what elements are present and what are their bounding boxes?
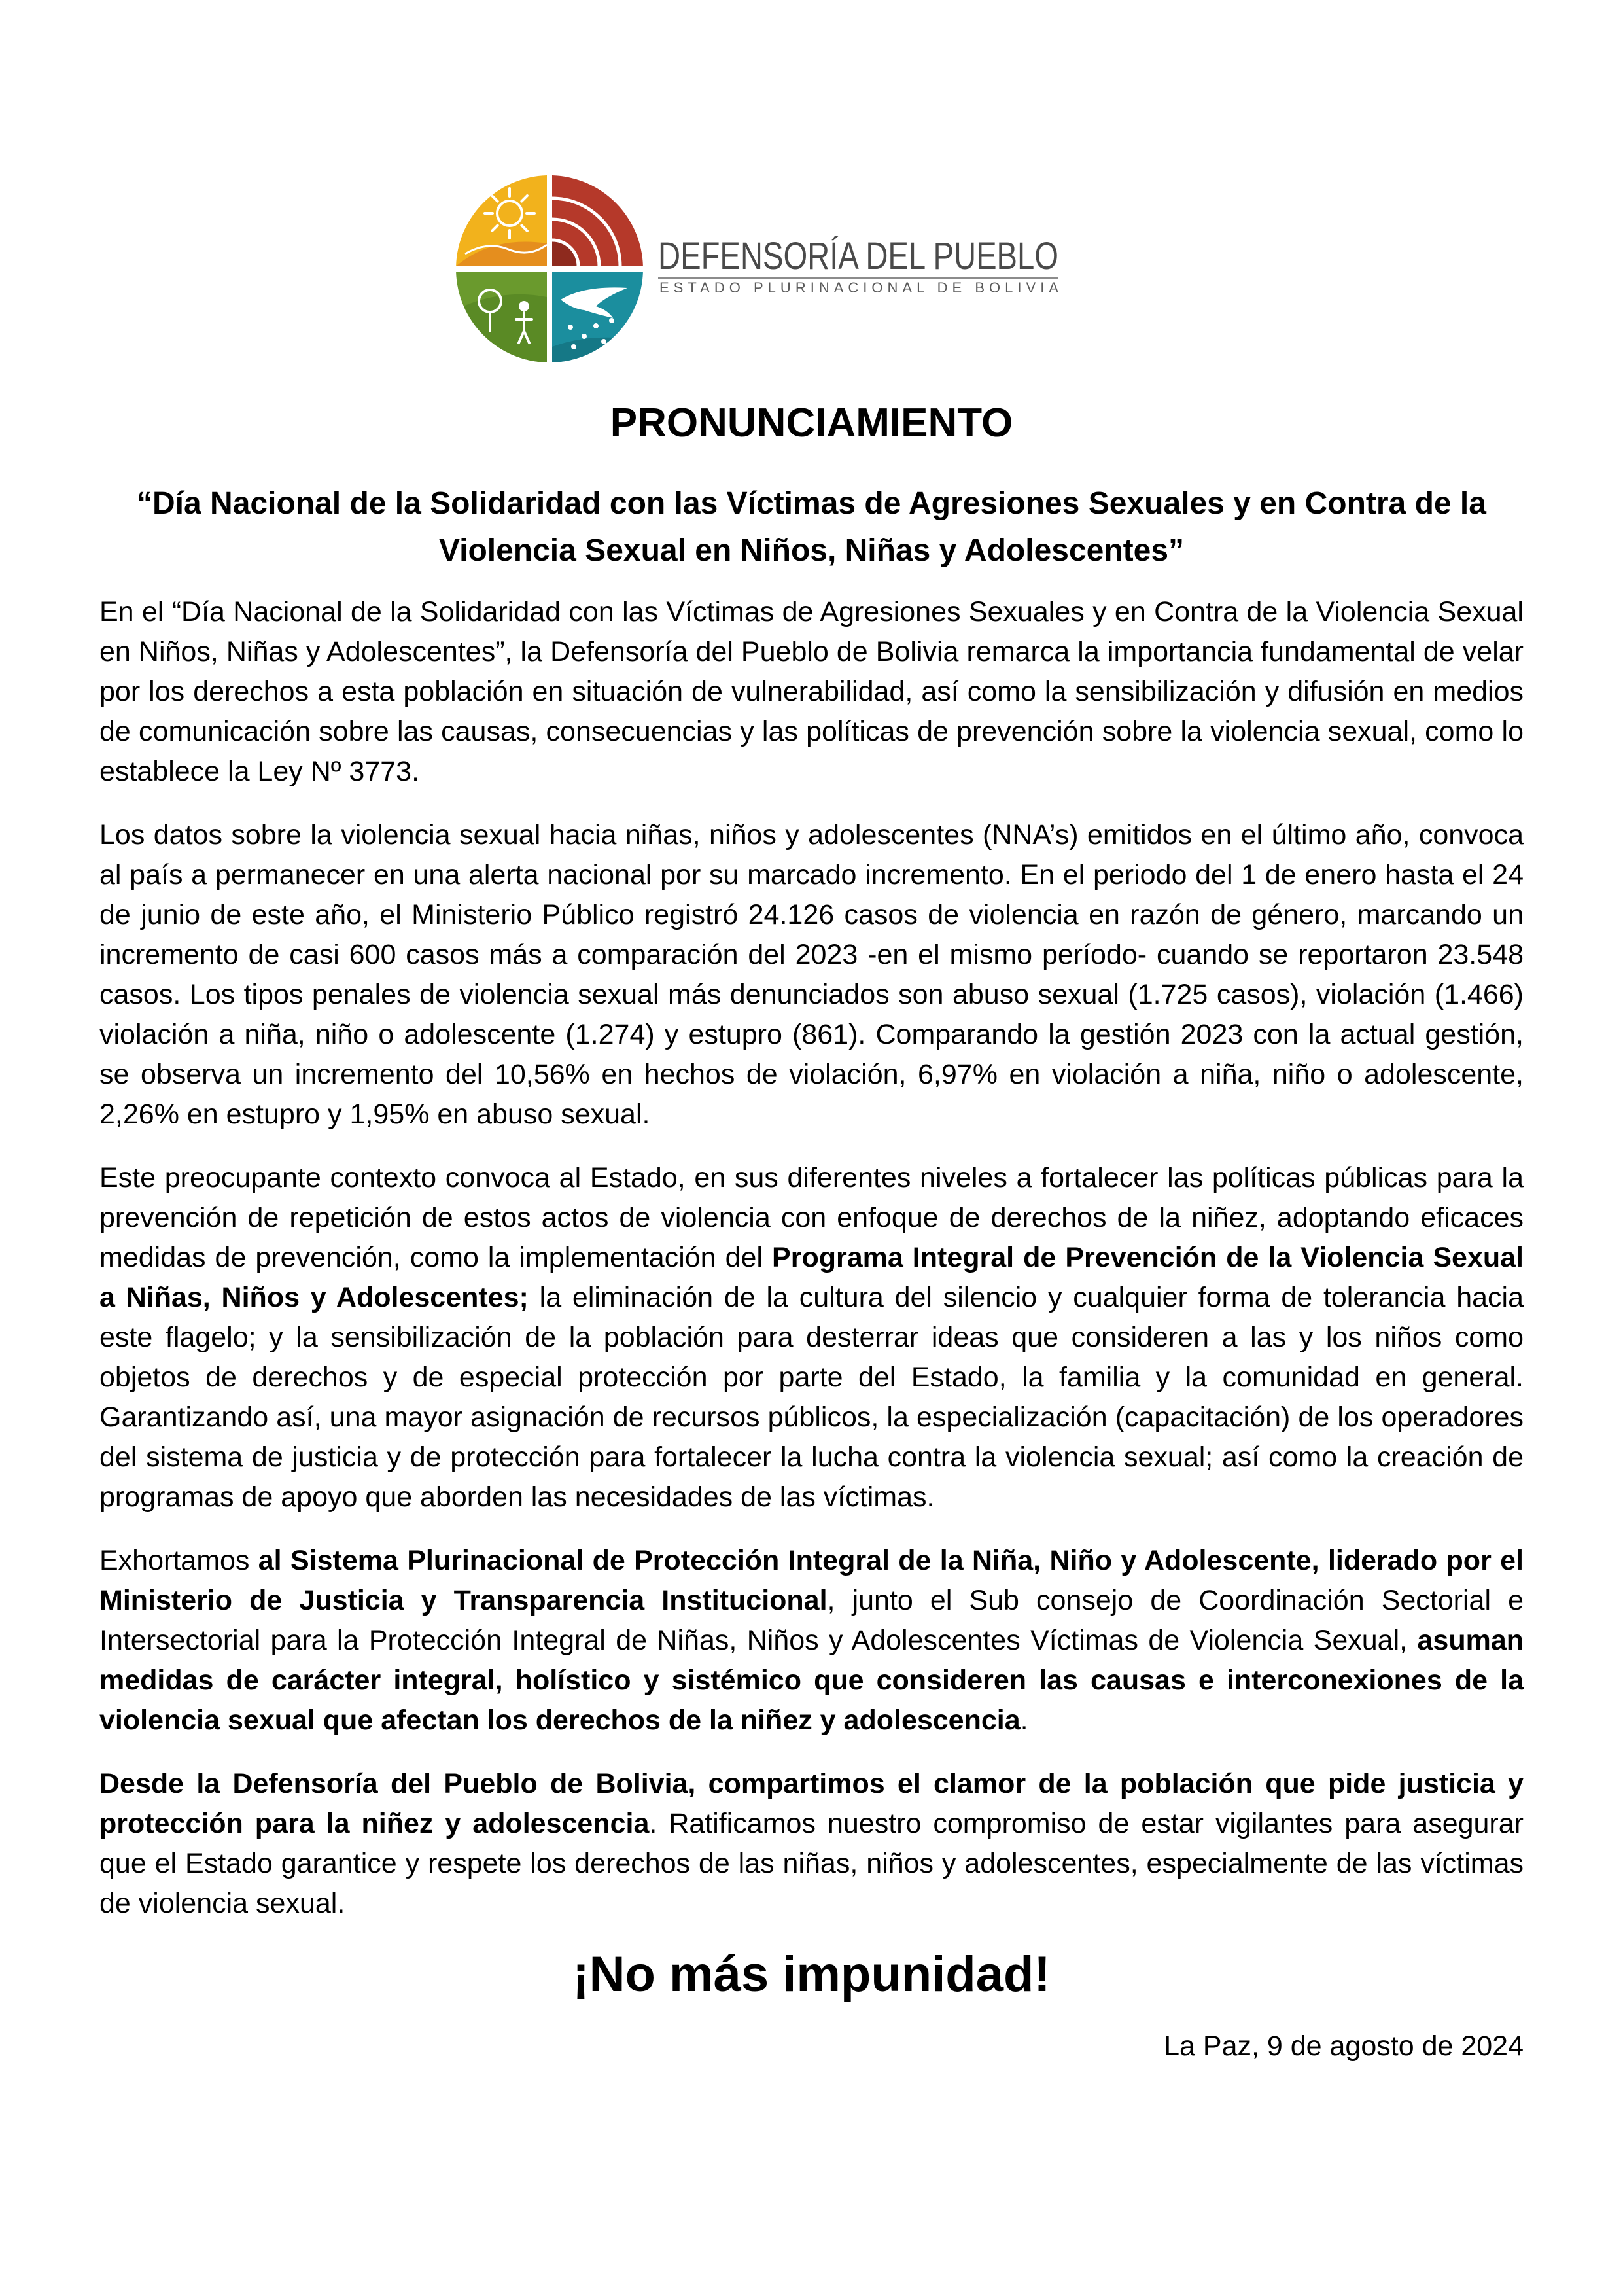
document-title: PRONUNCIAMIENTO bbox=[610, 400, 1013, 446]
body-paragraph-4 bbox=[99, 1541, 1524, 1740]
paragraph-text: Exhortamos bbox=[99, 1545, 258, 1576]
closing-slogan: ¡No más impunidad! bbox=[572, 1947, 1051, 2002]
body-paragraph-5 bbox=[99, 1764, 1524, 1924]
paragraph-text: Los datos sobre la violencia sexual hacia niñas, niños y adolescentes (NNA’s) emitidos en el último año, convoca al país a permanecer en una alerta nacional por su marcado incremento. En el periodo del 1 de enero hasta el 24 de junio de este año, el Ministerio Público registró 24.126 casos de violencia en razón de género, marcando un incremento de casi 600 casos más a comparación del 2023 -en el mismo período- cuando se reportaron 23.548 casos. Los tipos penales de violencia sexual más denunciados son abuso sexual (1.725 casos), violación (1.466) violación a niña, niño o adolescente (1.274) y estupro (861). Comparando la gestión 2023 con la actual gestión, se observa un incremento del 10,56% en hechos de violación, 6,97% en violación a niña, niño o adolescente, 2,26% en estupro y 1,95% en abuso sexual. bbox=[99, 819, 1524, 1130]
logo-subtitle: ESTADO PLURINACIONAL DE BOLIVIA bbox=[659, 279, 1058, 296]
bold-text: al Sistema Plurinacional de Protección Integral de la Niña, Niño y Adolescente, liderado por el Ministerio de Justicia y Transparencia Institucional bbox=[99, 1545, 1524, 1616]
paragraph-text: Este preocupante contexto convoca al Estado, en sus diferentes niveles a fortalecer las políticas públicas para la prevención de repetición de estos actos de violencia con enfoque de derechos de la niñez, adoptando eficaces medidas de prevención, como la implementación del bbox=[99, 1162, 1524, 1273]
bold-text: Programa Integral de Prevención de la Violencia Sexual a Niñas, Niños y Adolescentes; bbox=[99, 1242, 1524, 1313]
logo-name: DEFENSORÍA DEL PUEBLO bbox=[658, 235, 1058, 277]
document-subtitle bbox=[92, 480, 1531, 574]
paragraph-text: . Ratificamos nuestro compromiso de estar vigilantes para asegurar que el Estado garantice y respete los derechos de las niñas, niños y adolescentes, especialmente de las víctimas de violencia sexual. bbox=[99, 1808, 1524, 1919]
document-body bbox=[99, 592, 1524, 2066]
logo-quadrant-arcs bbox=[552, 175, 643, 266]
paragraph-text: En el “Día Nacional de la Solidaridad con las Víctimas de Agresiones Sexuales y en Contra de la Violencia Sexual en Niños, Niñas y Adolescentes”, la Defensoría del Pueblo de Bolivia remarca la importancia fundamental de velar por los derechos a esta población en situación de vulnerabilidad, así como la sensibilización y difusión en medios de comunicación sobre las causas, consecuencias y las políticas de prevención sobre la violencia sexual, como lo establece la Ley Nº 3773. bbox=[99, 596, 1524, 787]
document-subtitle-line: “Día Nacional de la Solidaridad con las Víctimas de Agresiones Sexuales y en Contra de la bbox=[137, 486, 1486, 521]
bold-text: asuman medidas de carácter integral, holístico y sistémico que consideren las causas e interconexiones de la violencia sexual que afectan los derechos de la niñez y adolescencia bbox=[99, 1625, 1524, 1736]
body-paragraph-3 bbox=[99, 1158, 1524, 1517]
bold-text: Desde la Defensoría del Pueblo de Bolivia, compartimos el clamor de la población que pide justicia y protección para la niñez y adolescencia bbox=[99, 1768, 1524, 1839]
document-subtitle-line: Violencia Sexual en Niños, Niñas y Adolescentes” bbox=[438, 533, 1185, 568]
body-paragraph-2 bbox=[99, 815, 1524, 1135]
place-date: La Paz, 9 de agosto de 2024 bbox=[1164, 2030, 1524, 2062]
logo-emblem bbox=[456, 175, 643, 365]
logo-quadrant-sun bbox=[456, 175, 547, 266]
logo-quadrant-water bbox=[552, 272, 643, 365]
paragraph-text: la eliminación de la cultura del silencio y cualquier forma de tolerancia hacia este flagelo; y la sensibilización de la población para desterrar ideas que consideren a las y los niños como objetos de derechos y de especial protección por parte del Estado, la familia y la comunidad en general. Garantizando así, una mayor asignación de recursos públicos, la especialización (capacitación) de los operadores del sistema de justicia y de protección para fortalecer la lucha contra la violencia sexual; así como la creación de programas de apoyo que aborden las necesidades de las víctimas. bbox=[99, 1282, 1524, 1513]
paragraph-text: . bbox=[1020, 1704, 1028, 1736]
paragraph-text: , junto el Sub consejo de Coordinación Sectorial e Intersectorial para la Protección Integral de Niñas, Niños y Adolescentes Víctimas de Violencia Sexual, bbox=[99, 1585, 1524, 1656]
defensoria-logo bbox=[456, 175, 1071, 372]
body-paragraph-1 bbox=[99, 592, 1524, 792]
logo-quadrant-land bbox=[456, 272, 547, 365]
